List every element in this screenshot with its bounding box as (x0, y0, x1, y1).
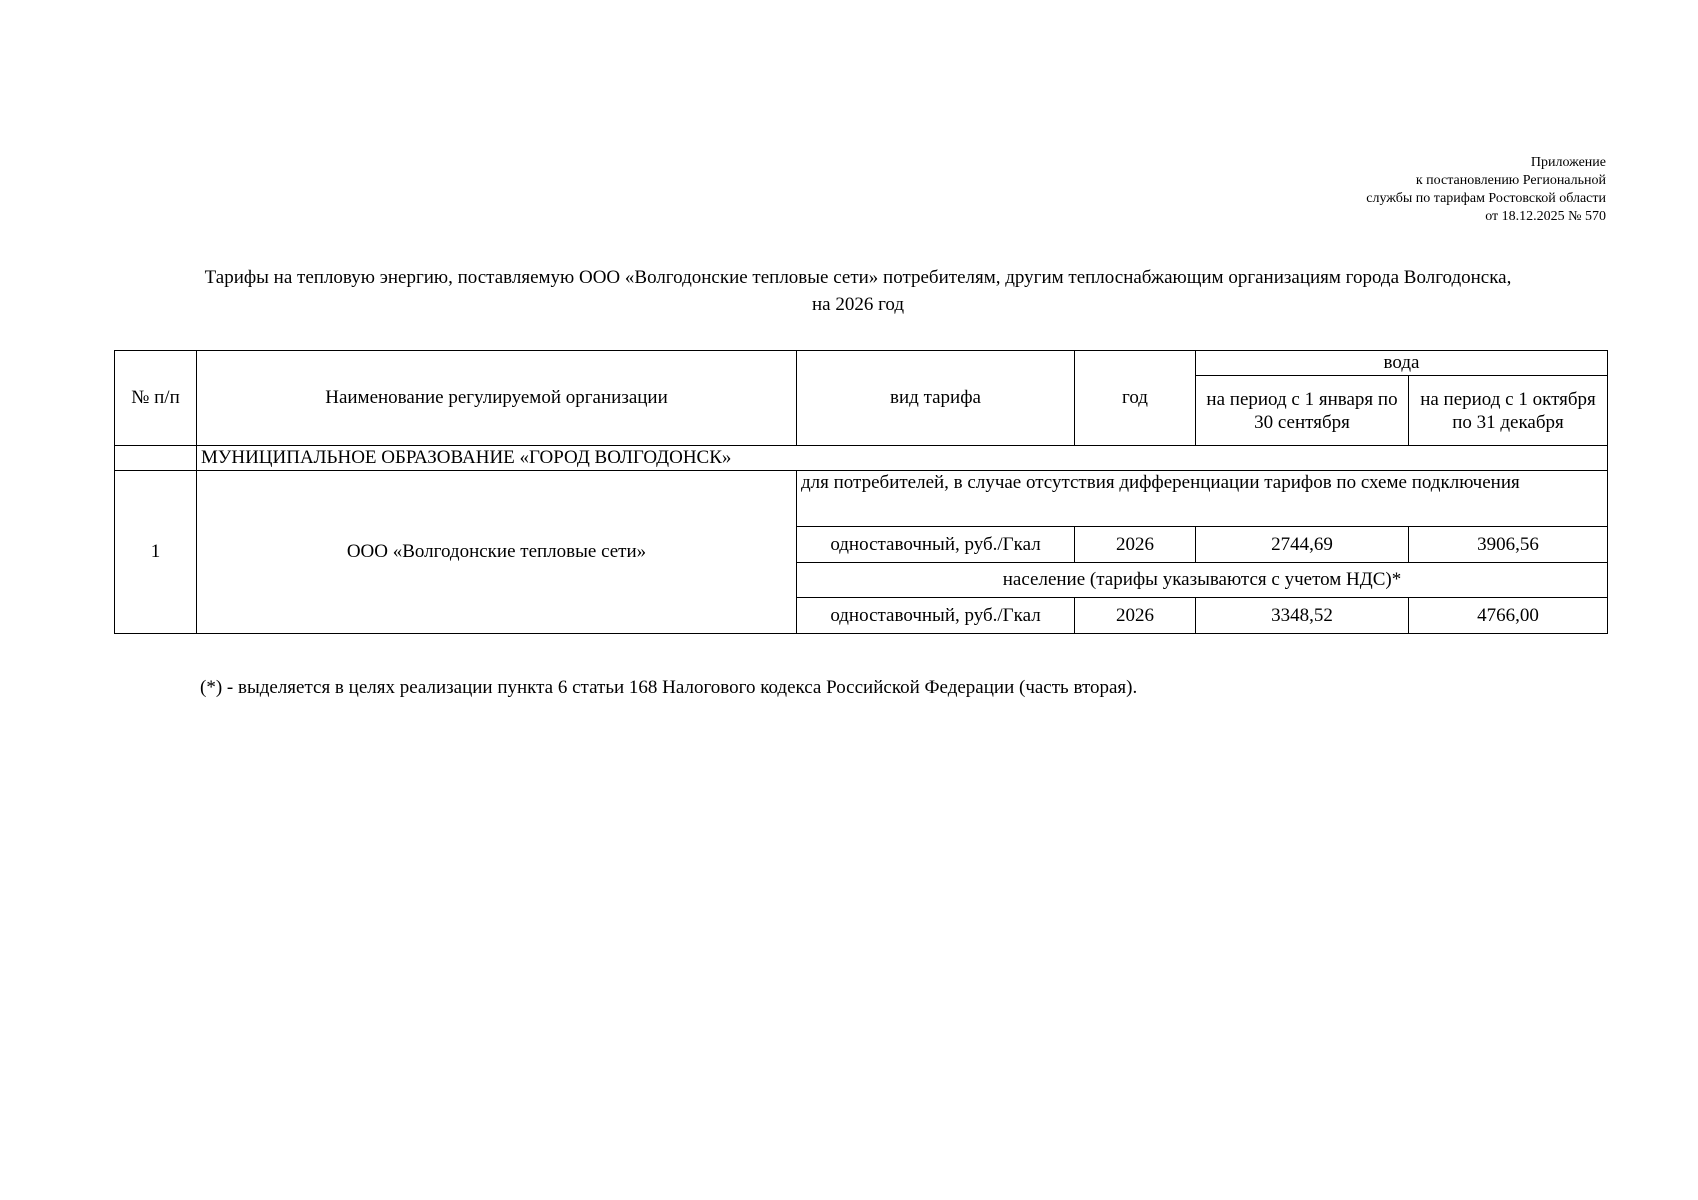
appendix-line-2: к постановлению Региональной (1415, 173, 1606, 188)
appendix-line-1: Приложение (1530, 155, 1606, 170)
year-cell: 2026 (1075, 527, 1196, 563)
municipality-num-cell (115, 446, 197, 471)
appendix-line-4: от 18.12.2025 № 570 (1485, 209, 1606, 224)
year-cell: 2026 (1075, 598, 1196, 634)
tariff-type-cell: одноставочный, руб./Гкал (797, 598, 1075, 634)
header-period-2-text: на период с 1 октября по 31 декабря (1420, 388, 1596, 433)
period-1-value: 2744,69 (1196, 527, 1409, 563)
header-tariff-type: вид тарифа (797, 351, 1075, 446)
document-title (114, 264, 1602, 318)
header-org-name: Наименование регулируемой организации (197, 351, 797, 446)
section-label-consumers: для потребителей, в случае отсутствия дифференциации тарифов по схеме подключения (797, 471, 1608, 527)
section-label-population: население (тарифы указываются с учетом НДС)* (797, 563, 1608, 598)
appendix-line-3: службы по тарифам Ростовской области (1366, 191, 1606, 206)
footnote: (*) - выделяется в целях реализации пункта 6 статьи 168 Налогового кодекса Российской Федерации (часть вторая). (200, 677, 1138, 698)
title-line-1: Тарифы на тепловую энергию, поставляемую ООО «Волгодонские тепловые сети» потребителям, другим теплоснабжающим организациям города Волгодонска, (204, 267, 1512, 288)
header-year: год (1075, 351, 1196, 446)
organization-name: ООО «Волгодонские тепловые сети» (197, 471, 797, 634)
section-row-consumers (115, 471, 1608, 527)
municipality-row (115, 446, 1608, 471)
period-2-value: 4766,00 (1409, 598, 1608, 634)
tariff-table (114, 350, 1608, 634)
municipality-name: МУНИЦИПАЛЬНОЕ ОБРАЗОВАНИЕ «ГОРОД ВОЛГОДОНСК» (197, 446, 1608, 471)
period-2-value: 3906,56 (1409, 527, 1608, 563)
row-number: 1 (115, 471, 197, 634)
period-1-value: 3348,52 (1196, 598, 1409, 634)
header-row-1 (115, 351, 1608, 376)
title-line-2: на 2026 год (811, 294, 905, 315)
appendix-block (1366, 154, 1606, 226)
header-water: вода (1196, 351, 1608, 376)
header-period-2 (1409, 376, 1608, 446)
tariff-type-cell: одноставочный, руб./Гкал (797, 527, 1075, 563)
header-period-1-text: на период с 1 января по 30 сентября (1206, 388, 1398, 433)
header-period-1 (1196, 376, 1409, 446)
header-num: № п/п (115, 351, 197, 446)
